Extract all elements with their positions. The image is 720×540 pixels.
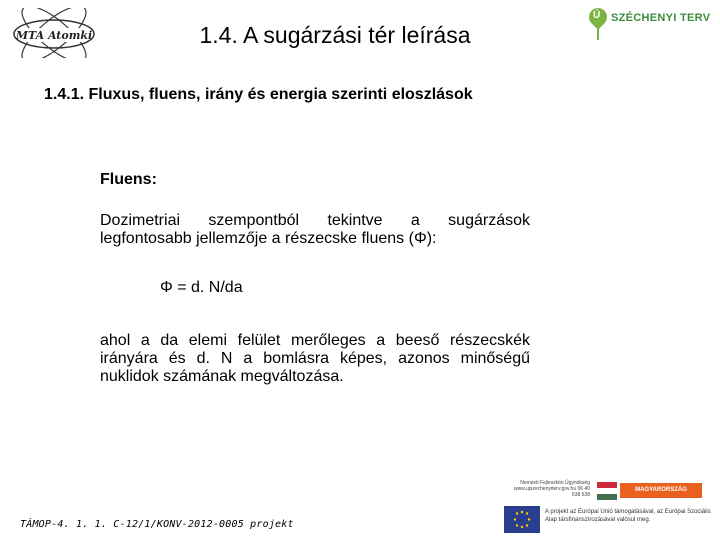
- szechenyi-logo-text: SZÉCHENYI TERV: [611, 12, 711, 24]
- fluens-label: Fluens:: [100, 171, 157, 188]
- paragraph-definition: Dozimetriai szempontból tekintve a sugárzások legfontosabb jellemzője a részecske fluens (Φ):: [100, 212, 530, 247]
- paragraph-explanation: ahol a da elemi felület merőleges a beeső részecskék irányára és d. N a bomlásra képes, azonos minőségű nuklidok számának megváltozása.: [100, 332, 530, 385]
- megujul-banner: MAGYARORSZÁG MEGÚJUL: [620, 483, 702, 498]
- formula: Φ = d. N/da: [160, 279, 243, 296]
- hungarian-flag-icon: [597, 482, 617, 500]
- project-id: TÁMOP-4. 1. 1. C-12/1/KONV-2012-0005 projekt: [20, 519, 294, 530]
- eu-support-text: A projekt az Európai Unió támogatásával, az Európai Szociális Alap társfinanszírozásával valósul meg.: [545, 509, 711, 523]
- page-title: 1.4. A sugárzási tér leírása: [199, 22, 471, 48]
- atomki-logo-text: MTA Atomki: [15, 29, 93, 42]
- szechenyi-letter: Ú: [593, 10, 601, 21]
- nfu-contact: Nemzeti Fejlesztési Ügynökség www.ujszechenyiterv.gov.hu 06 40 638 638: [514, 480, 590, 498]
- eu-flag-icon: [504, 506, 540, 533]
- section-subtitle: 1.4.1. Fluxus, fluens, irány és energia szerinti eloszlások: [44, 86, 473, 103]
